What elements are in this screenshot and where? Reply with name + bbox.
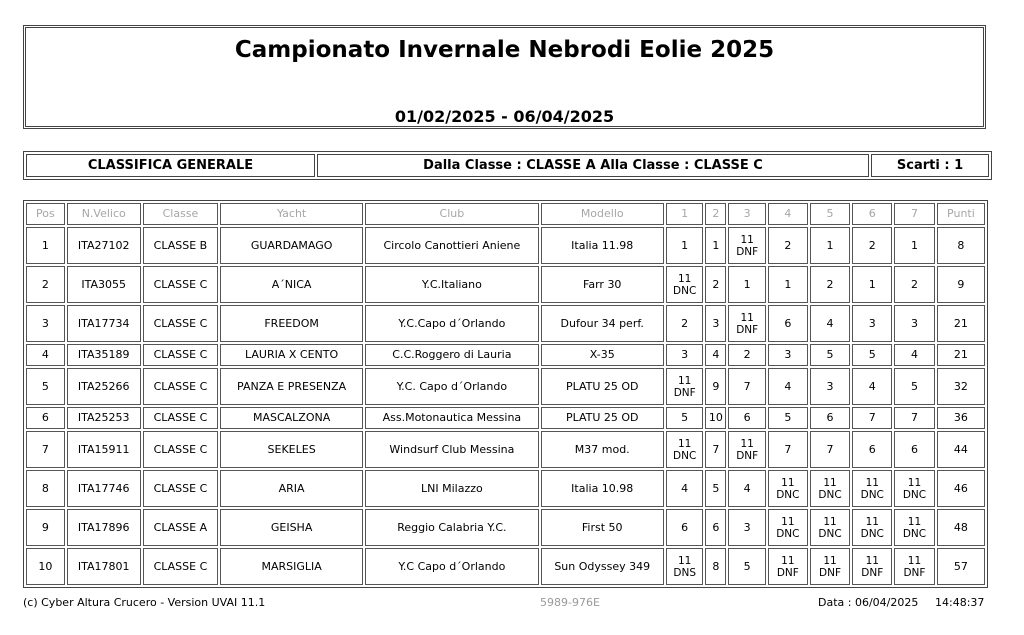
cell-race-3: 7 xyxy=(728,368,766,405)
cell-race-5: 7 xyxy=(810,431,851,468)
race-score: 11 xyxy=(740,437,754,450)
cell-race-3: 6 xyxy=(728,407,766,429)
race-status: DNF xyxy=(673,386,696,399)
cell-race-3 xyxy=(728,431,766,468)
cell-club: Y.C Capo d´Orlando xyxy=(365,548,538,585)
cell-model: Dufour 34 perf. xyxy=(541,305,664,342)
race-score: 11 xyxy=(907,554,922,567)
race-score: 11 xyxy=(865,476,879,489)
cell-class: CLASSE C xyxy=(143,344,218,366)
cell-points: 57 xyxy=(937,548,985,585)
table-row xyxy=(26,227,985,264)
cell-race-3 xyxy=(728,227,766,264)
cell-race-6: 5 xyxy=(852,344,892,366)
cell-race-5: 3 xyxy=(810,368,851,405)
cell-yacht: SEKELES xyxy=(220,431,363,468)
race-status: DNC xyxy=(776,527,800,540)
race-score: 11 xyxy=(677,374,692,387)
column-header: Club xyxy=(365,203,538,225)
cell-class: CLASSE C xyxy=(143,407,218,429)
cell-race-7: 6 xyxy=(894,431,935,468)
table-row xyxy=(26,305,985,342)
race-score: 11 xyxy=(823,554,837,567)
column-header: 4 xyxy=(768,203,808,225)
classification-header xyxy=(23,151,992,180)
race-score: 11 xyxy=(823,515,837,528)
cell-points: 21 xyxy=(937,305,985,342)
cell-class: CLASSE C xyxy=(143,548,218,585)
cell-position: 7 xyxy=(26,431,65,468)
cell-race-7: 3 xyxy=(894,305,935,342)
footer-date: Data : 06/04/2025 xyxy=(818,596,919,609)
cell-race-2: 8 xyxy=(705,548,726,585)
cell-race-5: 5 xyxy=(810,344,851,366)
cell-model: First 50 xyxy=(541,509,664,546)
cell-class: CLASSE C xyxy=(143,470,218,507)
cell-race-5: 2 xyxy=(810,266,851,303)
cell-model: PLATU 25 OD xyxy=(541,368,664,405)
cell-position: 9 xyxy=(26,509,65,546)
cell-race-1 xyxy=(666,368,704,405)
cell-model: Italia 11.98 xyxy=(541,227,664,264)
cell-race-5 xyxy=(810,509,851,546)
cell-position: 4 xyxy=(26,344,65,366)
race-status: DNF xyxy=(861,566,884,579)
footer-code: 5989-976E xyxy=(540,596,600,609)
cell-points: 21 xyxy=(937,344,985,366)
cell-race-4 xyxy=(768,509,808,546)
column-header: 3 xyxy=(728,203,766,225)
cell-points: 48 xyxy=(937,509,985,546)
race-status: DNF xyxy=(736,323,759,336)
cell-sail-number: ITA27102 xyxy=(67,227,141,264)
table-row xyxy=(26,548,985,585)
column-header: N.Velico xyxy=(67,203,141,225)
cell-yacht: PANZA E PRESENZA xyxy=(220,368,363,405)
cell-race-2: 5 xyxy=(705,470,726,507)
cell-club: C.C.Roggero di Lauria xyxy=(365,344,538,366)
cell-sail-number: ITA25253 xyxy=(67,407,141,429)
cell-race-5: 6 xyxy=(810,407,851,429)
footer-time: 14:48:37 xyxy=(935,596,985,609)
race-score: 11 xyxy=(865,515,879,528)
column-header: Pos xyxy=(26,203,65,225)
cell-club: Circolo Canottieri Aniene xyxy=(365,227,538,264)
cell-race-3: 4 xyxy=(728,470,766,507)
cell-race-6: 4 xyxy=(852,368,892,405)
cell-race-4: 5 xyxy=(768,407,808,429)
cell-yacht: GUARDAMAGO xyxy=(220,227,363,264)
race-score: 11 xyxy=(677,437,692,450)
cell-race-7: 5 xyxy=(894,368,935,405)
cell-race-5 xyxy=(810,548,851,585)
column-header: 5 xyxy=(810,203,851,225)
cell-race-1: 6 xyxy=(666,509,704,546)
cell-race-2: 3 xyxy=(705,305,726,342)
cell-sail-number: ITA17734 xyxy=(67,305,141,342)
race-status: DNC xyxy=(860,527,884,540)
cell-race-5: 4 xyxy=(810,305,851,342)
race-score: 11 xyxy=(781,554,795,567)
page-title: Campionato Invernale Nebrodi Eolie 2025 xyxy=(234,37,775,63)
race-score: 11 xyxy=(907,476,922,489)
cell-sail-number: ITA35189 xyxy=(67,344,141,366)
scarti-label: Scarti : 1 xyxy=(871,154,989,177)
cell-points: 32 xyxy=(937,368,985,405)
race-score: 11 xyxy=(781,476,795,489)
race-score: 11 xyxy=(677,554,692,567)
cell-race-4 xyxy=(768,548,808,585)
cell-yacht: MARSIGLIA xyxy=(220,548,363,585)
cell-club: Y.C.Italiano xyxy=(365,266,538,303)
cell-class: CLASSE C xyxy=(143,431,218,468)
cell-race-1 xyxy=(666,431,704,468)
cell-club: LNI Milazzo xyxy=(365,470,538,507)
column-header: 1 xyxy=(666,203,704,225)
cell-model: Italia 10.98 xyxy=(541,470,664,507)
race-status: DNC xyxy=(673,449,697,462)
race-status: DNC xyxy=(902,488,927,501)
cell-position: 8 xyxy=(26,470,65,507)
cell-class: CLASSE C xyxy=(143,368,218,405)
cell-yacht: GEISHA xyxy=(220,509,363,546)
table-row xyxy=(26,509,985,546)
cell-yacht: MASCALZONA xyxy=(220,407,363,429)
cell-model: PLATU 25 OD xyxy=(541,407,664,429)
race-score: 11 xyxy=(907,515,922,528)
title-box xyxy=(23,25,986,129)
cell-sail-number: ITA3055 xyxy=(67,266,141,303)
table-row xyxy=(26,431,985,468)
cell-race-1: 1 xyxy=(666,227,704,264)
cell-race-5 xyxy=(810,470,851,507)
table-row xyxy=(26,470,985,507)
cell-race-1: 4 xyxy=(666,470,704,507)
cell-race-1 xyxy=(666,266,704,303)
cell-race-3: 3 xyxy=(728,509,766,546)
cell-race-2: 6 xyxy=(705,509,726,546)
cell-race-2: 9 xyxy=(705,368,726,405)
cell-sail-number: ITA25266 xyxy=(67,368,141,405)
footer-copyright: (c) Cyber Altura Crucero - Version UVAI 11.1 xyxy=(23,596,266,609)
race-status: DNF xyxy=(903,566,926,579)
race-score: 11 xyxy=(740,311,754,324)
race-score: 11 xyxy=(677,272,692,285)
cell-race-2: 4 xyxy=(705,344,726,366)
column-header: Classe xyxy=(143,203,218,225)
cell-race-4: 1 xyxy=(768,266,808,303)
cell-position: 10 xyxy=(26,548,65,585)
cell-yacht: FREEDOM xyxy=(220,305,363,342)
cell-sail-number: ITA17896 xyxy=(67,509,141,546)
cell-race-6: 7 xyxy=(852,407,892,429)
cell-race-4: 6 xyxy=(768,305,808,342)
column-header: 7 xyxy=(894,203,935,225)
cell-position: 5 xyxy=(26,368,65,405)
cell-race-3 xyxy=(728,305,766,342)
race-status: DNC xyxy=(902,527,927,540)
race-status: DNC xyxy=(818,527,842,540)
cell-club: Windsurf Club Messina xyxy=(365,431,538,468)
cell-points: 44 xyxy=(937,431,985,468)
race-status: DNC xyxy=(818,488,842,501)
cell-race-2: 10 xyxy=(705,407,726,429)
cell-points: 36 xyxy=(937,407,985,429)
cell-race-7: 2 xyxy=(894,266,935,303)
cell-race-4: 3 xyxy=(768,344,808,366)
cell-sail-number: ITA15911 xyxy=(67,431,141,468)
race-status: DNS xyxy=(673,566,696,579)
cell-points: 9 xyxy=(937,266,985,303)
race-status: DNF xyxy=(776,566,799,579)
race-status: DNF xyxy=(736,245,759,258)
cell-class: CLASSE C xyxy=(143,266,218,303)
cell-race-6: 1 xyxy=(852,266,892,303)
column-header: Modello xyxy=(541,203,664,225)
cell-club: Ass.Motonautica Messina xyxy=(365,407,538,429)
table-row xyxy=(26,368,985,405)
cell-points: 8 xyxy=(937,227,985,264)
cell-race-7 xyxy=(894,470,935,507)
cell-race-4: 7 xyxy=(768,431,808,468)
cell-race-4: 4 xyxy=(768,368,808,405)
cell-model: Farr 30 xyxy=(541,266,664,303)
cell-race-6: 6 xyxy=(852,431,892,468)
class-range-label: Dalla Classe : CLASSE A Alla Classe : CLASSE C xyxy=(317,154,869,177)
cell-yacht: ARIA xyxy=(220,470,363,507)
table-row xyxy=(26,344,985,366)
cell-race-3: 2 xyxy=(728,344,766,366)
cell-race-1 xyxy=(666,548,704,585)
cell-race-2: 7 xyxy=(705,431,726,468)
race-score: 11 xyxy=(740,233,754,246)
race-score: 11 xyxy=(865,554,879,567)
cell-yacht: LAURIA X CENTO xyxy=(220,344,363,366)
race-status: DNC xyxy=(776,488,800,501)
cell-club: Reggio Calabria Y.C. xyxy=(365,509,538,546)
cell-race-3: 1 xyxy=(728,266,766,303)
cell-yacht: A´NICA xyxy=(220,266,363,303)
table-row xyxy=(26,407,985,429)
cell-model: M37 mod. xyxy=(541,431,664,468)
cell-class: CLASSE B xyxy=(143,227,218,264)
cell-race-1: 3 xyxy=(666,344,704,366)
cell-race-6: 2 xyxy=(852,227,892,264)
cell-race-5: 1 xyxy=(810,227,851,264)
column-header: 6 xyxy=(852,203,892,225)
cell-race-4 xyxy=(768,470,808,507)
cell-race-7 xyxy=(894,548,935,585)
cell-class: CLASSE A xyxy=(143,509,218,546)
column-header: Yacht xyxy=(220,203,363,225)
cell-model: Sun Odyssey 349 xyxy=(541,548,664,585)
column-header: 2 xyxy=(705,203,726,225)
cell-race-7 xyxy=(894,509,935,546)
cell-race-1: 5 xyxy=(666,407,704,429)
date-range: 01/02/2025 - 06/04/2025 xyxy=(394,107,615,126)
cell-race-4: 2 xyxy=(768,227,808,264)
cell-race-7: 7 xyxy=(894,407,935,429)
cell-class: CLASSE C xyxy=(143,305,218,342)
cell-race-2: 1 xyxy=(705,227,726,264)
cell-sail-number: ITA17801 xyxy=(67,548,141,585)
table-row xyxy=(26,266,985,303)
cell-position: 3 xyxy=(26,305,65,342)
cell-sail-number: ITA17746 xyxy=(67,470,141,507)
cell-race-2: 2 xyxy=(705,266,726,303)
cell-race-7: 4 xyxy=(894,344,935,366)
race-score: 11 xyxy=(781,515,795,528)
results-table xyxy=(23,200,988,588)
cell-race-7: 1 xyxy=(894,227,935,264)
cell-race-6: 3 xyxy=(852,305,892,342)
race-score: 11 xyxy=(823,476,837,489)
cell-position: 1 xyxy=(26,227,65,264)
race-status: DNC xyxy=(673,284,697,297)
cell-race-6 xyxy=(852,548,892,585)
cell-club: Y.C. Capo d´Orlando xyxy=(365,368,538,405)
cell-race-3: 5 xyxy=(728,548,766,585)
classifica-label: CLASSIFICA GENERALE xyxy=(26,154,315,177)
cell-model: X-35 xyxy=(541,344,664,366)
cell-position: 2 xyxy=(26,266,65,303)
cell-points: 46 xyxy=(937,470,985,507)
cell-race-6 xyxy=(852,470,892,507)
cell-race-6 xyxy=(852,509,892,546)
race-status: DNF xyxy=(736,449,759,462)
cell-club: Y.C.Capo d´Orlando xyxy=(365,305,538,342)
cell-race-1: 2 xyxy=(666,305,704,342)
cell-position: 6 xyxy=(26,407,65,429)
column-header: Punti xyxy=(937,203,985,225)
race-status: DNF xyxy=(819,566,842,579)
race-status: DNC xyxy=(860,488,884,501)
table-header-row xyxy=(26,203,985,225)
